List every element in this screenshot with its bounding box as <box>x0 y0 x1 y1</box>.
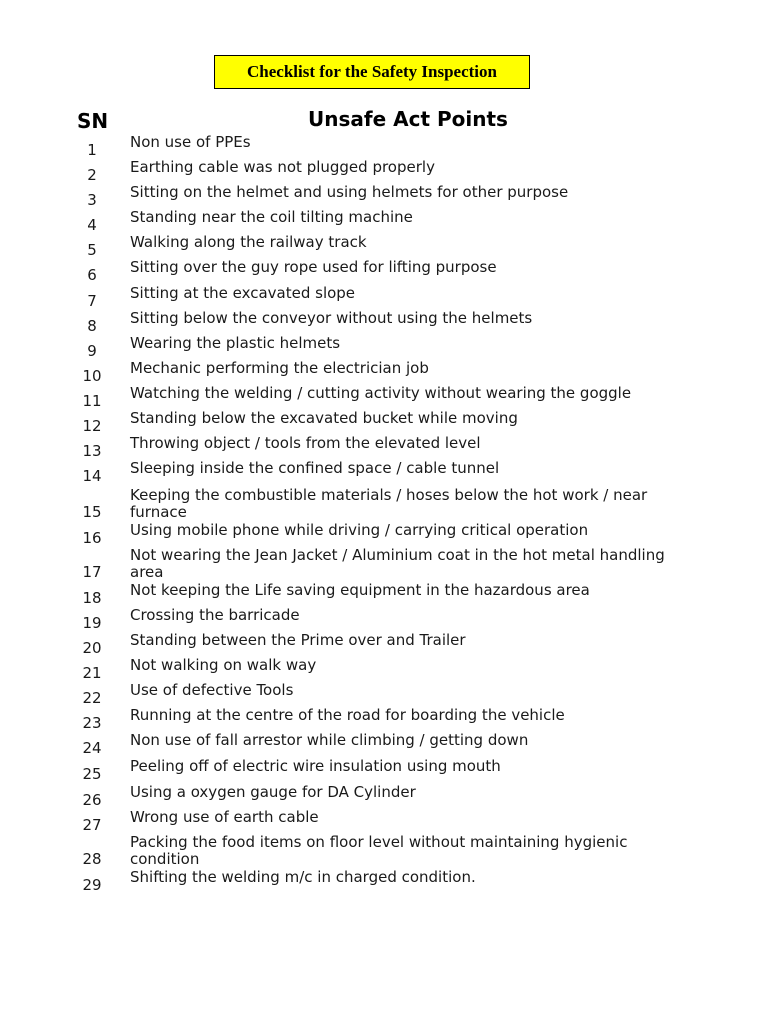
row-number: 23 <box>82 714 102 732</box>
row-number: 2 <box>87 166 97 184</box>
row-number: 14 <box>82 467 102 485</box>
row-unsafe-act-text: Standing near the coil tilting machine <box>130 208 413 226</box>
row-number: 10 <box>82 367 102 385</box>
row-number: 27 <box>82 816 102 834</box>
row-unsafe-act-text: Non use of fall arrestor while climbing / getting down <box>130 731 529 749</box>
row-number: 29 <box>82 876 102 894</box>
row-unsafe-act-text: Not walking on walk way <box>130 656 317 674</box>
row-unsafe-act-text: Not wearing the Jean Jacket / Aluminium coat in the hot metal handling area <box>130 546 665 581</box>
row-number: 11 <box>82 392 102 410</box>
row-number: 24 <box>82 739 102 757</box>
row-unsafe-act-text: Standing below the excavated bucket while moving <box>130 409 518 427</box>
row-unsafe-act-text: Crossing the barricade <box>130 606 300 624</box>
row-unsafe-act-text: Shifting the welding m/c in charged condition. <box>130 868 476 886</box>
row-number: 20 <box>82 639 102 657</box>
row-number: 8 <box>87 317 97 335</box>
sn-column-header: SN <box>77 109 109 133</box>
row-number: 26 <box>82 791 102 809</box>
row-number: 13 <box>82 442 102 460</box>
row-unsafe-act-text: Keeping the combustible materials / hoses below the hot work / near furnace <box>130 486 648 521</box>
row-unsafe-act-text: Packing the food items on floor level without maintaining hygienic condition <box>130 833 628 868</box>
row-number: 7 <box>87 292 97 310</box>
row-unsafe-act-text: Walking along the railway track <box>130 233 367 251</box>
row-unsafe-act-text: Peeling off of electric wire insulation using mouth <box>130 757 501 775</box>
row-number: 9 <box>87 342 97 360</box>
row-number: 17 <box>82 563 102 581</box>
row-number: 12 <box>82 417 102 435</box>
row-number: 3 <box>87 191 97 209</box>
row-unsafe-act-text: Not keeping the Life saving equipment in the hazardous area <box>130 581 590 599</box>
row-unsafe-act-text: Running at the centre of the road for boarding the vehicle <box>130 706 565 724</box>
row-unsafe-act-text: Sitting below the conveyor without using the helmets <box>130 309 533 327</box>
row-unsafe-act-text: Throwing object / tools from the elevated level <box>130 434 481 452</box>
points-column-header: Unsafe Act Points <box>308 107 508 131</box>
row-unsafe-act-text: Non use of PPEs <box>130 133 251 151</box>
row-number: 22 <box>82 689 102 707</box>
row-unsafe-act-text: Using a oxygen gauge for DA Cylinder <box>130 783 416 801</box>
row-unsafe-act-text: Use of defective Tools <box>130 681 294 699</box>
title-box <box>214 55 530 89</box>
row-number: 5 <box>87 241 97 259</box>
row-unsafe-act-text: Wearing the plastic helmets <box>130 334 341 352</box>
row-unsafe-act-text: Sitting at the excavated slope <box>130 284 356 302</box>
document-title: Checklist for the Safety Inspection <box>247 62 497 81</box>
row-number: 16 <box>82 529 102 547</box>
row-unsafe-act-text: Sleeping inside the confined space / cable tunnel <box>130 459 500 477</box>
row-number: 18 <box>82 589 102 607</box>
row-number: 19 <box>82 614 102 632</box>
row-number: 1 <box>87 141 97 159</box>
row-number: 15 <box>82 503 102 521</box>
row-unsafe-act-text: Standing between the Prime over and Trailer <box>130 631 466 649</box>
row-unsafe-act-text: Sitting on the helmet and using helmets for other purpose <box>130 183 569 201</box>
row-number: 21 <box>82 664 102 682</box>
row-unsafe-act-text: Mechanic performing the electrician job <box>130 359 429 377</box>
row-number: 4 <box>87 216 97 234</box>
row-unsafe-act-text: Using mobile phone while driving / carrying critical operation <box>130 521 589 539</box>
row-number: 25 <box>82 765 102 783</box>
row-number: 6 <box>87 266 97 284</box>
row-unsafe-act-text: Watching the welding / cutting activity without wearing the goggle <box>130 384 632 402</box>
row-number: 28 <box>82 850 102 868</box>
row-unsafe-act-text: Wrong use of earth cable <box>130 808 319 826</box>
row-unsafe-act-text: Sitting over the guy rope used for lifting purpose <box>130 258 497 276</box>
row-unsafe-act-text: Earthing cable was not plugged properly <box>130 158 435 176</box>
